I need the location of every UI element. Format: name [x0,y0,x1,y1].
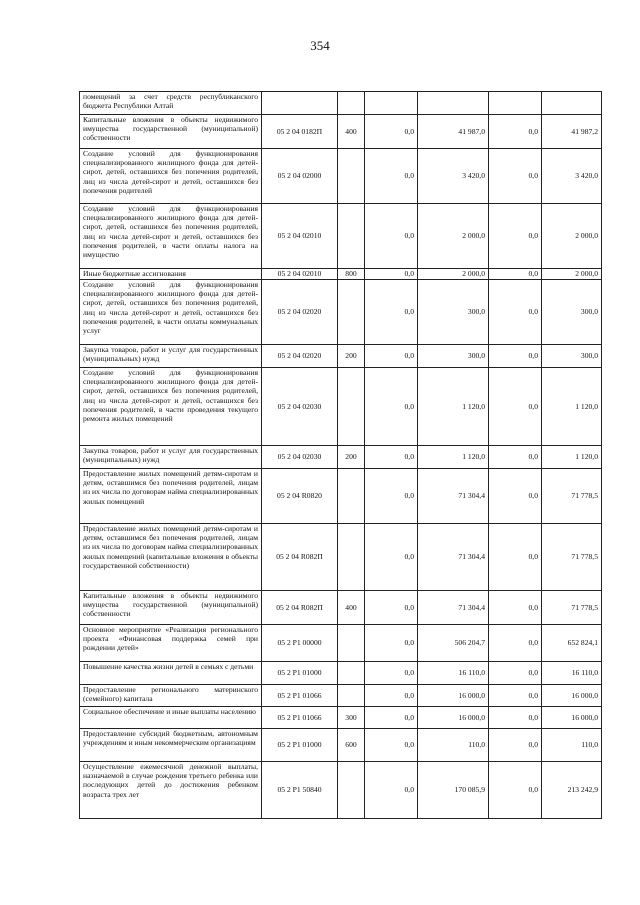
row-value-2: 1 120,0 [418,368,489,446]
row-value-3: 0,0 [489,368,542,446]
row-value-2: 16 000,0 [418,685,489,707]
row-value-1: 0,0 [365,707,418,729]
row-value-1: 0,0 [365,524,418,591]
row-expense-type: 800 [338,269,365,280]
row-name: помещений за счет средств республиканского бюджета Республики Алтай [80,92,262,115]
row-code: 05 2 04 R0820 [262,469,338,524]
row-name: Предоставление субсидий бюджетным, автономным учреждениям и иным некоммерческим организациям [80,729,262,762]
row-value-1: 0,0 [365,625,418,662]
row-value-3: 0,0 [489,149,542,204]
row-value-1: 0,0 [365,115,418,149]
table-row [80,591,602,625]
row-code: 05 2 04 02030 [262,368,338,446]
row-value-4: 16 000,0 [542,685,602,707]
row-value-2: 2 000,0 [418,204,489,269]
row-value-1: 0,0 [365,762,418,819]
row-value-1: 0,0 [365,204,418,269]
table-row [80,92,602,115]
row-value-3: 0,0 [489,685,542,707]
row-value-1: 0,0 [365,469,418,524]
row-value-4 [542,92,602,115]
row-code: 05 2 04 02020 [262,345,338,368]
row-name: Закупка товаров, работ и услуг для государственных (муниципальных) нужд [80,446,262,469]
row-code: 05 2 P1 00000 [262,625,338,662]
row-code: 05 2 04 02000 [262,149,338,204]
table-row [80,368,602,446]
row-code: 05 2 04 R082П [262,591,338,625]
row-expense-type [338,625,365,662]
row-value-1: 0,0 [365,345,418,368]
row-value-4: 1 120,0 [542,368,602,446]
row-value-4: 110,0 [542,729,602,762]
row-value-3: 0,0 [489,469,542,524]
row-value-2: 170 085,9 [418,762,489,819]
row-value-2: 71 304,4 [418,524,489,591]
row-code: 05 2 04 02010 [262,204,338,269]
table-row [80,625,602,662]
row-value-4: 213 242,9 [542,762,602,819]
row-name: Социальное обеспечение и иные выплаты населению [80,707,262,729]
table-row [80,762,602,819]
table-row [80,662,602,685]
row-value-4: 16 110,0 [542,662,602,685]
row-expense-type [338,92,365,115]
row-value-2: 16 110,0 [418,662,489,685]
table-row [80,729,602,762]
budget-table [79,91,602,819]
row-value-2: 300,0 [418,345,489,368]
row-name: Предоставление жилых помещений детям-сиротам и детям, оставшимся без попечения родителей, лицам из их числа по договорам найма специализированных жилых помещений [80,469,262,524]
row-value-3: 0,0 [489,115,542,149]
row-value-2: 3 420,0 [418,149,489,204]
row-value-4: 300,0 [542,345,602,368]
row-value-2: 300,0 [418,280,489,345]
row-value-3: 0,0 [489,345,542,368]
table-row [80,149,602,204]
row-code: 05 2 04 02010 [262,269,338,280]
table-row [80,469,602,524]
row-value-1: 0,0 [365,591,418,625]
row-value-2: 41 987,0 [418,115,489,149]
row-value-1: 0,0 [365,685,418,707]
row-name: Основное мероприятие «Реализация регионального проекта «Финансовая поддержка семей при рождении детей» [80,625,262,662]
row-code: 05 2 P1 01000 [262,729,338,762]
row-name: Капитальные вложения в объекты недвижимого имущества государственной (муниципальной) собственности [80,115,262,149]
row-value-2 [418,92,489,115]
row-value-4: 16 000,0 [542,707,602,729]
row-value-3: 0,0 [489,591,542,625]
row-name: Создание условий для функционирования специализированного жилищного фонда для детей-сирот, детей, оставшихся без попечения родителей, лиц из числа детей-сирот и детей, оставшихся без попечения родителей [80,149,262,204]
table-row [80,685,602,707]
row-value-4: 71 778,5 [542,469,602,524]
row-value-1: 0,0 [365,729,418,762]
table-row [80,345,602,368]
row-value-3: 0,0 [489,729,542,762]
row-expense-type: 600 [338,729,365,762]
row-code: 05 2 04 02030 [262,446,338,469]
row-value-4: 41 987,2 [542,115,602,149]
table-row [80,280,602,345]
row-value-3: 0,0 [489,625,542,662]
row-name: Предоставление жилых помещений детям-сиротам и детям, оставшимся без попечения родителей, лицам из их числа по договорам найма специализированных жилых помещений (капитальные вложения в объекты государственной собственности) [80,524,262,591]
row-name: Предоставление регионального материнского (семейного) капитала [80,685,262,707]
page-number: 354 [310,38,330,53]
row-code [262,92,338,115]
row-value-4: 2 000,0 [542,204,602,269]
row-value-4: 1 120,0 [542,446,602,469]
row-value-3: 0,0 [489,707,542,729]
table-row [80,269,602,280]
table-row [80,204,602,269]
row-value-3: 0,0 [489,446,542,469]
row-name: Повышение качества жизни детей в семьях с детьми [80,662,262,685]
row-value-4: 2 000,0 [542,269,602,280]
row-value-4: 3 420,0 [542,149,602,204]
row-code: 05 2 P1 50840 [262,762,338,819]
row-expense-type: 400 [338,115,365,149]
row-name: Создание условий для функционирования специализированного жилищного фонда для детей-сирот, детей, оставшихся без попечения родителей, лиц из числа детей-сирот и детей, оставшихся без попечения родителей, в части оплаты коммунальных услуг [80,280,262,345]
row-name: Осуществление ежемесячной денежной выплаты, назначаемой в случае рождения третьего ребенка или последующих детей до достижения ребенком возраста трех лет [80,762,262,819]
row-value-1: 0,0 [365,446,418,469]
row-value-3: 0,0 [489,524,542,591]
row-expense-type [338,204,365,269]
row-expense-type [338,469,365,524]
row-value-2: 1 120,0 [418,446,489,469]
row-expense-type [338,662,365,685]
row-value-4: 71 778,5 [542,591,602,625]
row-expense-type [338,762,365,819]
table-row [80,446,602,469]
row-value-1: 0,0 [365,149,418,204]
row-expense-type: 200 [338,446,365,469]
row-value-3: 0,0 [489,269,542,280]
row-expense-type: 200 [338,345,365,368]
table-row [80,115,602,149]
row-value-2: 2 000,0 [418,269,489,280]
row-value-1: 0,0 [365,269,418,280]
row-expense-type: 400 [338,591,365,625]
row-value-2: 110,0 [418,729,489,762]
row-name: Создание условий для функционирования специализированного жилищного фонда для детей-сирот, детей, оставшихся без попечения родителей, лиц из числа детей-сирот и детей, оставшихся без попечения родителей, в части проведения текущего ремонта жилых помещений [80,368,262,446]
row-name: Капитальные вложения в объекты недвижимого имущества государственной (муниципальной) собственности [80,591,262,625]
row-code: 05 2 04 0182П [262,115,338,149]
row-value-3: 0,0 [489,762,542,819]
row-value-1 [365,92,418,115]
row-value-3: 0,0 [489,662,542,685]
row-value-1: 0,0 [365,280,418,345]
row-value-4: 652 824,1 [542,625,602,662]
row-value-1: 0,0 [365,368,418,446]
row-code: 05 2 04 02020 [262,280,338,345]
row-value-2: 16 000,0 [418,707,489,729]
row-code: 05 2 04 R082П [262,524,338,591]
table-row [80,524,602,591]
row-code: 05 2 P1 01066 [262,685,338,707]
row-value-3 [489,92,542,115]
row-value-4: 71 778,5 [542,524,602,591]
row-expense-type: 300 [338,707,365,729]
row-expense-type [338,685,365,707]
row-value-3: 0,0 [489,280,542,345]
row-name: Иные бюджетные ассигнования [80,269,262,280]
row-value-2: 71 304,4 [418,469,489,524]
row-code: 05 2 P1 01066 [262,707,338,729]
row-value-2: 506 204,7 [418,625,489,662]
row-name: Закупка товаров, работ и услуг для государственных (муниципальных) нужд [80,345,262,368]
row-expense-type [338,149,365,204]
row-expense-type [338,280,365,345]
row-name: Создание условий для функционирования специализированного жилищного фонда для детей-сирот, детей, оставшихся без попечения родителей, лиц из числа детей-сирот и детей, оставшихся без попечения родителей, в части оплаты налога на имущество [80,204,262,269]
row-value-1: 0,0 [365,662,418,685]
table-row [80,707,602,729]
row-expense-type [338,524,365,591]
row-value-3: 0,0 [489,204,542,269]
row-expense-type [338,368,365,446]
row-value-4: 300,0 [542,280,602,345]
row-code: 05 2 P1 01000 [262,662,338,685]
row-value-2: 71 304,4 [418,591,489,625]
